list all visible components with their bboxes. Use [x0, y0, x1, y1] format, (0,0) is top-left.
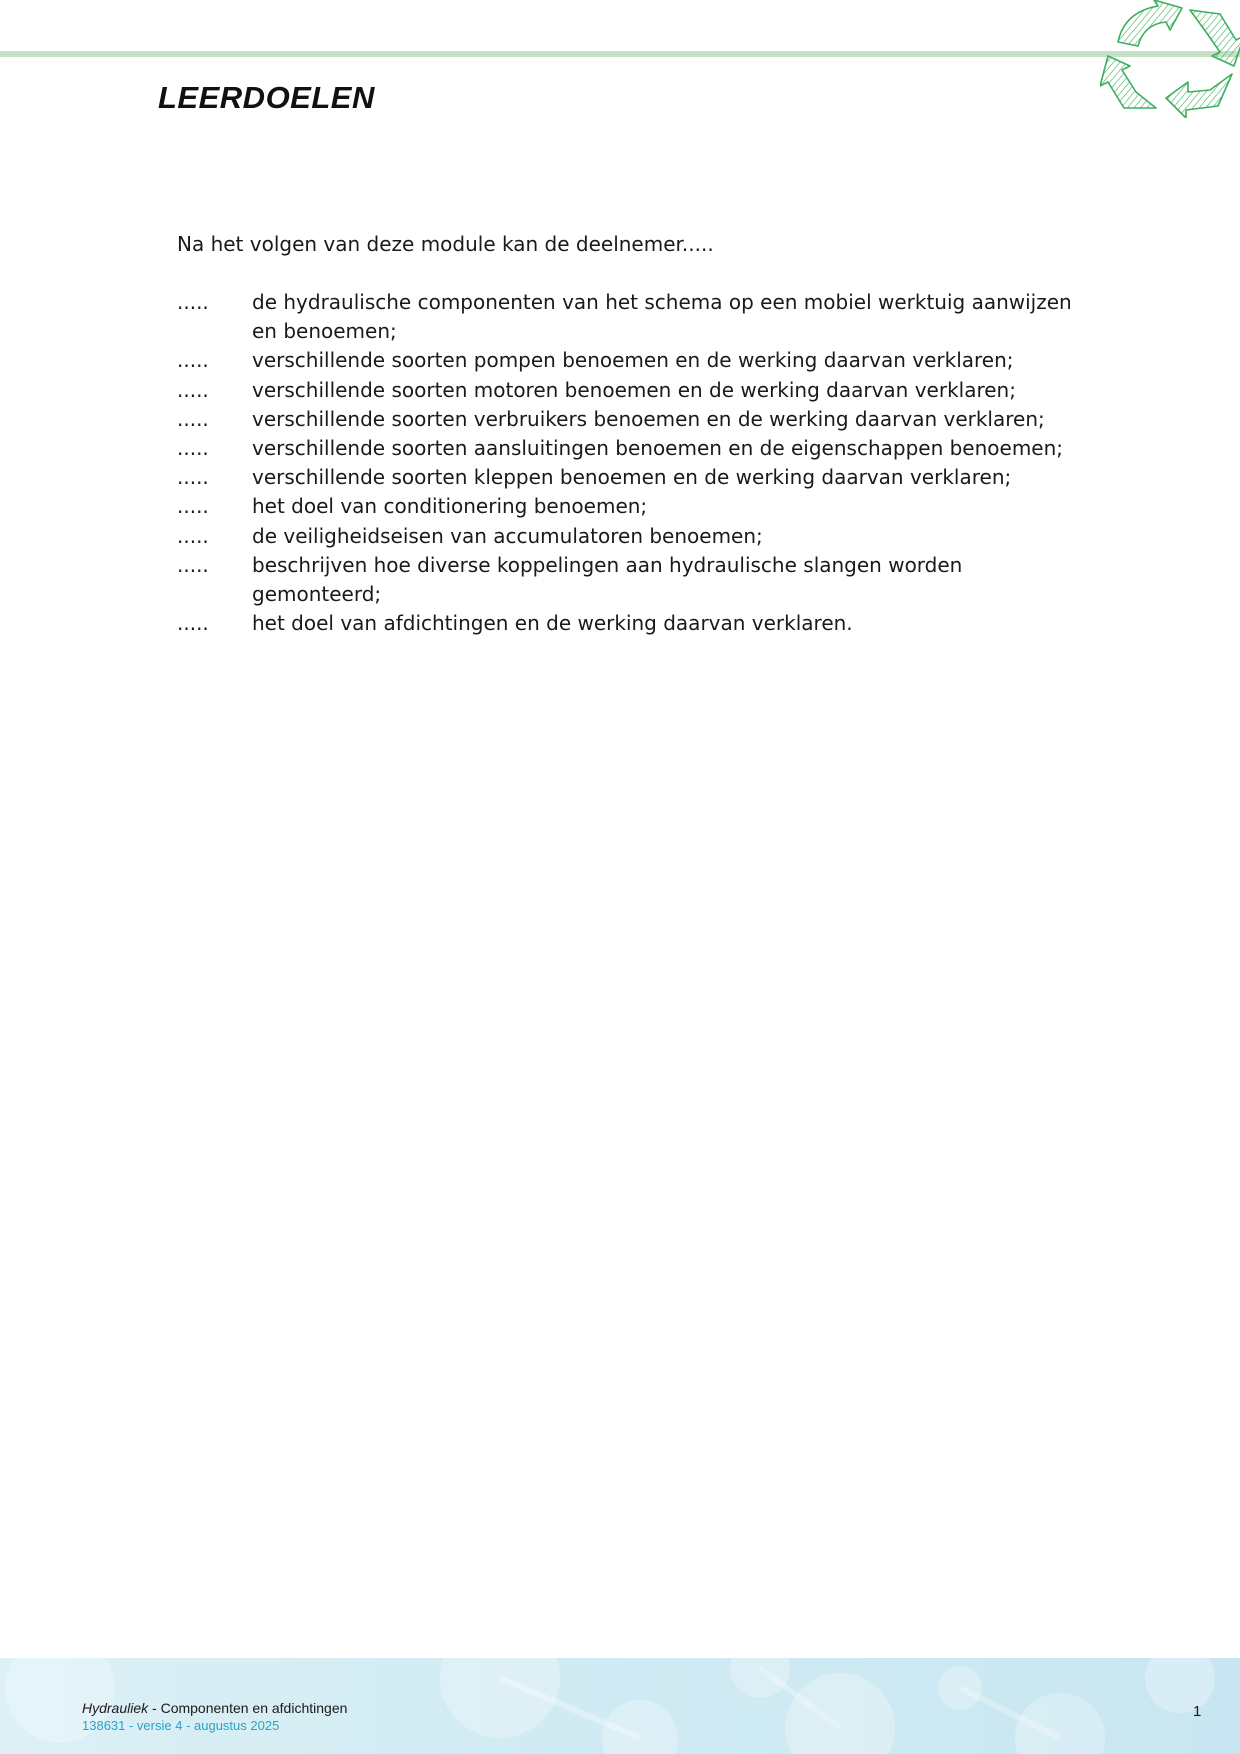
header-rule: [0, 51, 1240, 57]
objectives-list: [177, 288, 1097, 638]
objective-text: verschillende soorten aansluitingen benoemen en de eigenschappen benoemen;: [252, 436, 1064, 461]
page-heading: LEERDOELEN: [158, 80, 375, 115]
footer-band: [0, 1658, 1240, 1754]
list-marker: .....: [177, 406, 209, 431]
list-item: [177, 609, 1097, 638]
list-marker: .....: [177, 611, 209, 636]
objective-text: verschillende soorten verbruikers benoemen en de werking daarvan verklaren;: [252, 406, 1045, 431]
list-item: [177, 522, 1097, 551]
intro-text: Na het volgen van deze module kan de deelnemer.....: [177, 232, 714, 256]
list-marker: .....: [177, 552, 209, 577]
objective-text: verschillende soorten pompen benoemen en de werking daarvan verklaren;: [252, 348, 1014, 373]
list-marker: .....: [177, 377, 209, 402]
objective-text: verschillende soorten motoren benoemen en de werking daarvan verklaren;: [252, 377, 1016, 402]
list-item: [177, 551, 1097, 609]
list-marker: .....: [177, 436, 209, 461]
list-item: [177, 346, 1097, 375]
objective-text: het doel van conditionering benoemen;: [252, 494, 648, 519]
objective-text: het doel van afdichtingen en de werking daarvan verklaren.: [252, 611, 853, 636]
list-marker: .....: [177, 290, 209, 314]
list-marker: .....: [177, 348, 209, 373]
footer-module-name: - Componenten en afdichtingen: [148, 1700, 348, 1716]
objective-text: de hydraulische componenten van het schema op een mobiel werktuig aanwijzen en benoemen;: [252, 290, 1072, 344]
list-item: [177, 434, 1097, 463]
list-item: [177, 376, 1097, 405]
objective-text: de veiligheidseisen van accumulatoren benoemen;: [252, 523, 763, 548]
objective-text: verschillende soorten kleppen benoemen en de werking daarvan verklaren;: [252, 465, 1012, 490]
footer-course-name: Hydrauliek: [82, 1700, 149, 1716]
page-number: 1: [1193, 1703, 1202, 1720]
list-item: [177, 463, 1097, 492]
list-item: [177, 288, 1097, 346]
footer-version: 138631 - versie 4 - augustus 2025: [82, 1718, 280, 1733]
list-marker: .....: [177, 465, 209, 490]
recycle-arrows-icon: [1100, 0, 1240, 118]
list-item: [177, 405, 1097, 434]
list-marker: .....: [177, 494, 209, 519]
footer-course-title: [82, 1700, 347, 1716]
objective-text: beschrijven hoe diverse koppelingen aan hydraulische slangen worden gemonteerd;: [252, 552, 963, 607]
list-item: [177, 492, 1097, 521]
list-marker: .....: [177, 523, 209, 548]
